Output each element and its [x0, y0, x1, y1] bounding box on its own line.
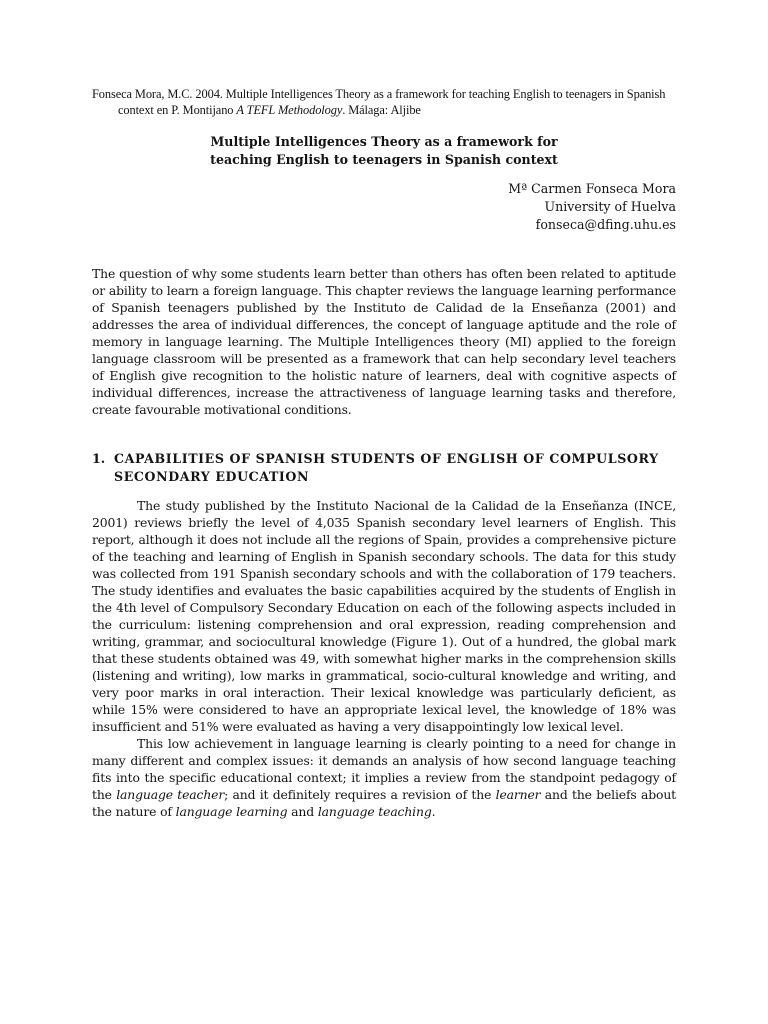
emphasis-text: learner — [495, 787, 541, 802]
paragraph-text: . — [431, 804, 436, 819]
citation-book-title: A TEFL Methodology — [236, 103, 343, 117]
section-body — [92, 497, 676, 820]
paragraph-text: ; and it definitely requires a revision of the — [224, 787, 496, 802]
citation-text: Fonseca Mora, M.C. 2004. Multiple Intelligences Theory as a framework for teaching English to teenagers in Spanish context en P. Montijano — [92, 87, 666, 117]
section-heading — [92, 450, 676, 486]
paragraph: The study published by the Instituto Nacional de la Calidad de la Enseñanza (INCE, 2001) reviews briefly the level of 4,035 Spanish secondary level learners of English. This report, although it does not include all the regions of Spain, provides a comprehensive picture of the teaching and learning of English in Spanish secondary schools. The data for this study was collected from 191 Spanish secondary schools and with the collaboration of 179 teachers. The study identifies and evaluates the basic capabilities acquired by the students of English in the 4th level of Compulsory Secondary Education on each of the following aspects included in the curriculum: listening comprehension and oral expression, reading comprehension and writing, grammar, and sociocultural knowledge (Figure 1). Out of a hundred, the global mark that these students obtained was 49, with somewhat higher marks in the comprehension skills (listening and writing), low marks in grammatical, socio-cultural knowledge and writing, and very poor marks in oral interaction. Their lexical knowledge was particularly deficient, as while 15% were considered to have an appropriate lexical level, the knowledge of 18% was insufficient and 51% were evaluated as having a very disappointingly low lexical level. — [92, 498, 676, 734]
paragraph-text: This low achievement in language learning is clearly pointing to a need for change in many different and complex issues: it demands an analysis of how second language teaching fits into the specific educational context; it implies a review from the standpoint pedagogy of the — [92, 736, 676, 802]
paragraph-text: and — [287, 804, 318, 819]
section-heading-line-1: CAPABILITIES OF SPANISH STUDENTS OF ENGLISH OF COMPULSORY — [114, 451, 659, 466]
abstract: The question of why some students learn better than others has often been related to aptitude or ability to learn a foreign language. This chapter reviews the language learning performance of Spanish teenagers published by the Instituto de Calidad de la Enseñanza (2001) and addresses the area of individual differences, the concept of language aptitude and the role of memory in language learning. The Multiple Intelligences theory (MI) applied to the foreign language classroom will be presented as a framework that can help secondary level teachers of English give recognition to the holistic nature of learners, deal with cognitive aspects of individual differences, increase the attractiveness of language learning tasks and therefore, create favourable motivational conditions. — [92, 266, 676, 417]
paragraph — [92, 735, 676, 820]
paper-title-line-2: teaching English to teenagers in Spanish context — [210, 152, 558, 167]
section-number: 1. — [92, 451, 106, 466]
emphasis-text: language learning — [175, 804, 288, 819]
paper-title — [92, 133, 676, 169]
author-block — [508, 180, 676, 234]
emphasis-text: language teaching — [317, 804, 432, 819]
paragraph-text: and the beliefs about the nature of — [92, 787, 676, 819]
emphasis-text: language teacher — [116, 787, 225, 802]
section-heading-line-2: SECONDARY EDUCATION — [114, 469, 310, 484]
author-email: fonseca@dfing.uhu.es — [535, 217, 676, 232]
paper-title-line-1: Multiple Intelligences Theory as a framework for — [210, 134, 558, 149]
citation-publisher: . Málaga: Aljibe — [342, 103, 421, 117]
author-name: Mª Carmen Fonseca Mora — [508, 181, 676, 196]
author-affiliation: University of Huelva — [544, 199, 676, 214]
citation — [92, 86, 682, 118]
